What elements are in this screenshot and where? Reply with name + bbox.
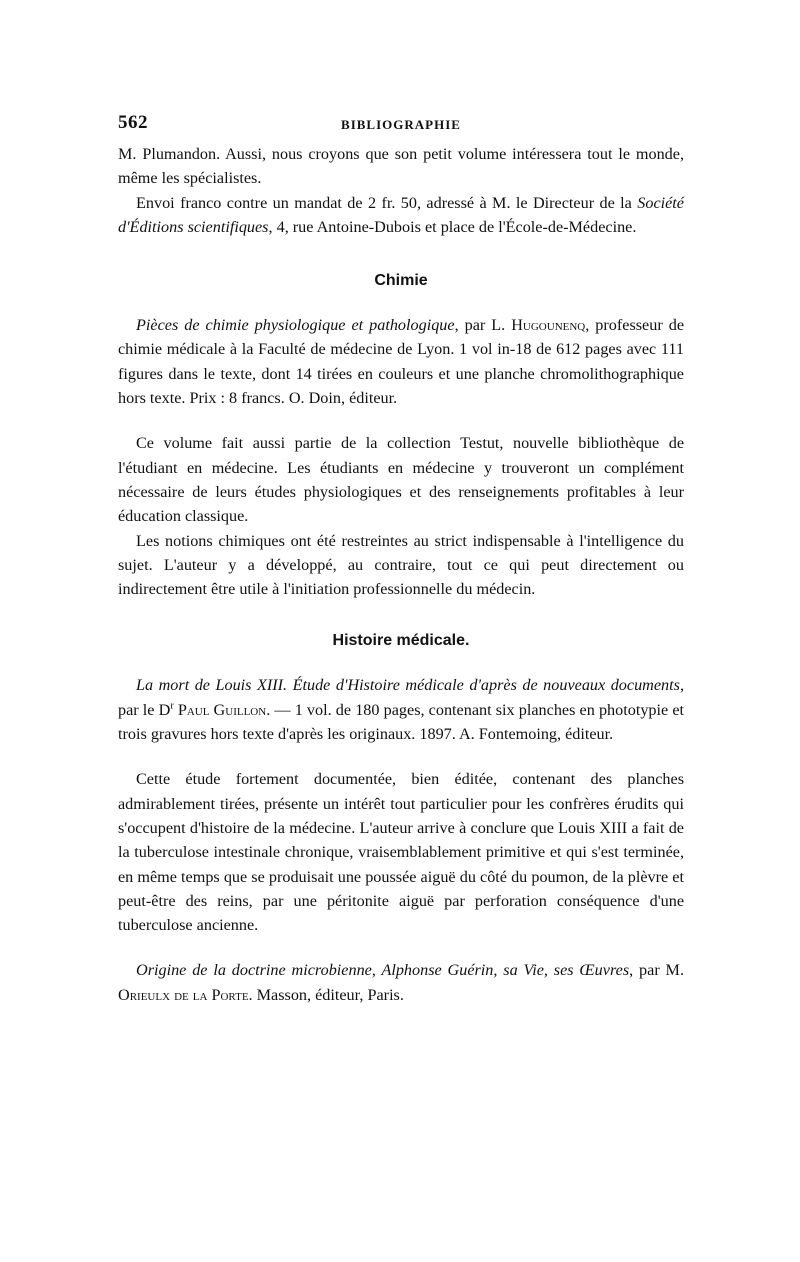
histoire-book-title-2: Origine de la doctrine microbienne, Alphonse Guérin, sa Vie, ses Œuvres	[136, 961, 630, 980]
histoire-paragraph-1: Cette étude fortement documentée, bien éditée, contenant des planches admirablement tirées, présente un intérêt tout particulier pour les confrères érudits qui s'occupent d'histoire de la médecine. L'auteur arrive à conclure que Louis XIII a fait de la tuberculose intestinale chronique, vraisemblablement primitive et qui s'est terminée, en même temps que se produisait une poussée aiguë du côté du poumon, de la plèvre et peut-être des reins, par une péritonite aiguë par perforation conséquence d'une tuberculose ancienne.	[118, 770, 684, 935]
intro-p2-text-a: Envoi franco contre un mandat de 2 fr. 50, adressé à M. le Directeur de la	[136, 193, 638, 212]
section-title-chimie: Chimie	[374, 272, 428, 290]
intro-paragraph-1: M. Plumandon. Aussi, nous croyons que son petit volume intéressera tout le monde, même les spécialistes.	[118, 145, 684, 188]
chimie-ref-details: , professeur de chimie médicale à la Faculté de médecine de Lyon. 1 vol in-18 de 612 pages avec 111 figures dans le texte, dont 14 tirées en couleurs et une planche chromolithographique hors texte. Prix : 8 francs. O. Doin, éditeur.	[118, 316, 685, 408]
histoire-author-2: Orieulx de la Porte	[118, 985, 249, 1004]
chimie-paragraph-1: Ce volume fait aussi partie de la collection Testut, nouvelle bibliothèque de l'étudiant en médecine. Les étudiants en médecine y trouveront un complément nécessaire de leurs études physiologiques et des renseignements profitables à leur éducation classique.	[118, 434, 684, 526]
publisher-name: Société d'Éditions scientifiques	[118, 193, 684, 236]
chimie-book-title: Pièces de chimie physiologique et pathologique	[136, 316, 455, 335]
histoire-book-title: La mort de Louis XIII. Étude d'Histoire médicale d'après de nouveaux documents	[136, 676, 680, 695]
histoire-ref-by: , par le D	[118, 676, 684, 719]
chimie-ref-by: , par L.	[454, 316, 512, 335]
chimie-author: Hugounenq	[511, 316, 586, 335]
histoire-ref-details: . — 1 vol. de 180 pages, contenant six planches en phototypie et trois gravures hors texte d'après les originaux. 1897. A. Fontemoing, éditeur.	[118, 700, 685, 744]
doctor-superscript: r	[170, 700, 174, 712]
page-number: 562	[118, 112, 148, 133]
running-head: BIBLIOGRAPHIE	[341, 117, 461, 132]
book-page	[118, 112, 684, 1007]
histoire-ref2-details: . Masson, éditeur, Paris.	[248, 985, 404, 1004]
histoire-reference-2	[118, 958, 684, 1007]
histoire-reference	[118, 673, 684, 746]
chimie-paragraph-2: Les notions chimiques ont été restreintes au strict indispensable à l'intelligence du sujet. L'auteur y a développé, au contraire, tout ce qui peut directement ou indirectement être utile à l'initiation professionnelle du médecin.	[118, 531, 684, 599]
intro-p2-text-b: , 4, rue Antoine-Dubois et place de l'École-de-Médecine.	[268, 217, 637, 236]
histoire-ref2-by: , par M.	[629, 961, 684, 980]
chimie-reference	[118, 313, 684, 410]
histoire-author: Paul Guillon	[177, 700, 267, 719]
page-header	[118, 112, 684, 142]
section-title-histoire: Histoire médicale.	[332, 632, 470, 650]
intro-paragraph-2	[118, 191, 684, 240]
